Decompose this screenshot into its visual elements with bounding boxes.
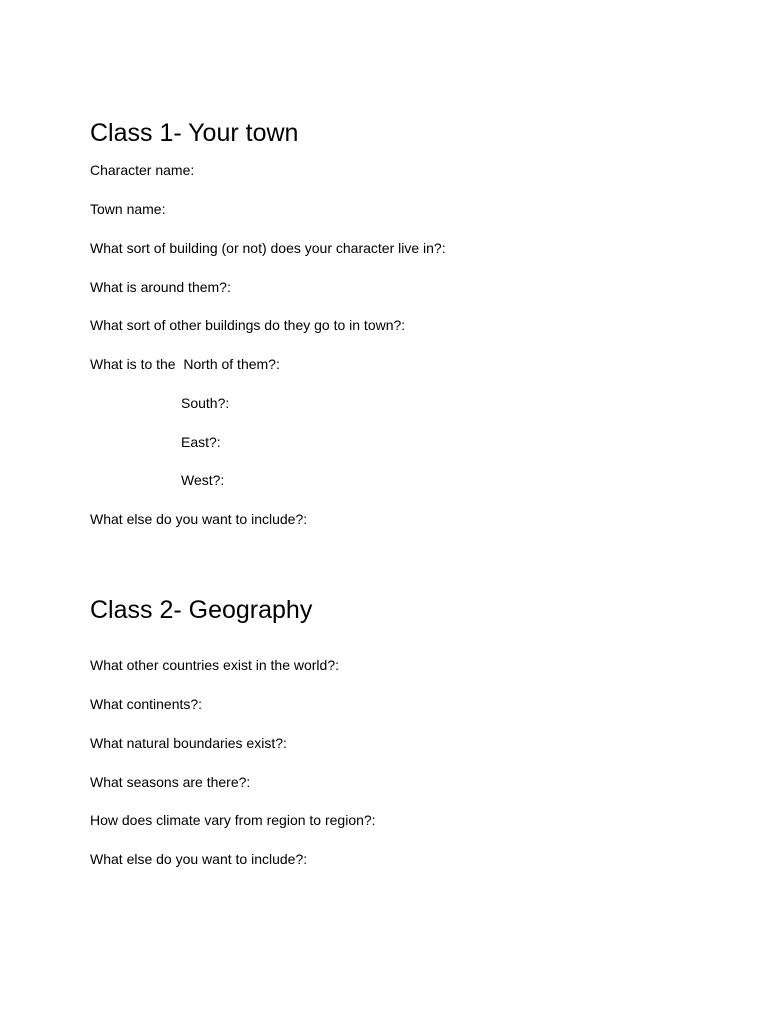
countries-prompt: What other countries exist in the world?: [90,657,340,673]
other-buildings-prompt: What sort of other buildings do they go to in town?: [90,317,406,333]
east-prompt: East?: [181,434,221,450]
around-prompt: What is around them?: [90,279,231,295]
building-prompt: What sort of building (or not) does your character live in?: [90,240,446,256]
else-include-prompt-1: What else do you want to include?: [90,511,308,527]
section-2-heading: Class 2- Geography [90,596,313,624]
climate-prompt: How does climate vary from region to region?: [90,812,376,828]
boundaries-prompt: What natural boundaries exist?: [90,735,287,751]
north-prompt: What is to the North of them?: [90,356,280,372]
south-prompt: South?: [181,395,230,411]
town-name-prompt: Town name: [90,201,166,217]
section-1-heading: Class 1- Your town [90,119,299,147]
else-include-prompt-2: What else do you want to include?: [90,851,308,867]
continents-prompt: What continents?: [90,696,203,712]
west-prompt: West?: [181,472,225,488]
character-name-prompt: Character name: [90,162,195,178]
seasons-prompt: What seasons are there?: [90,774,251,790]
